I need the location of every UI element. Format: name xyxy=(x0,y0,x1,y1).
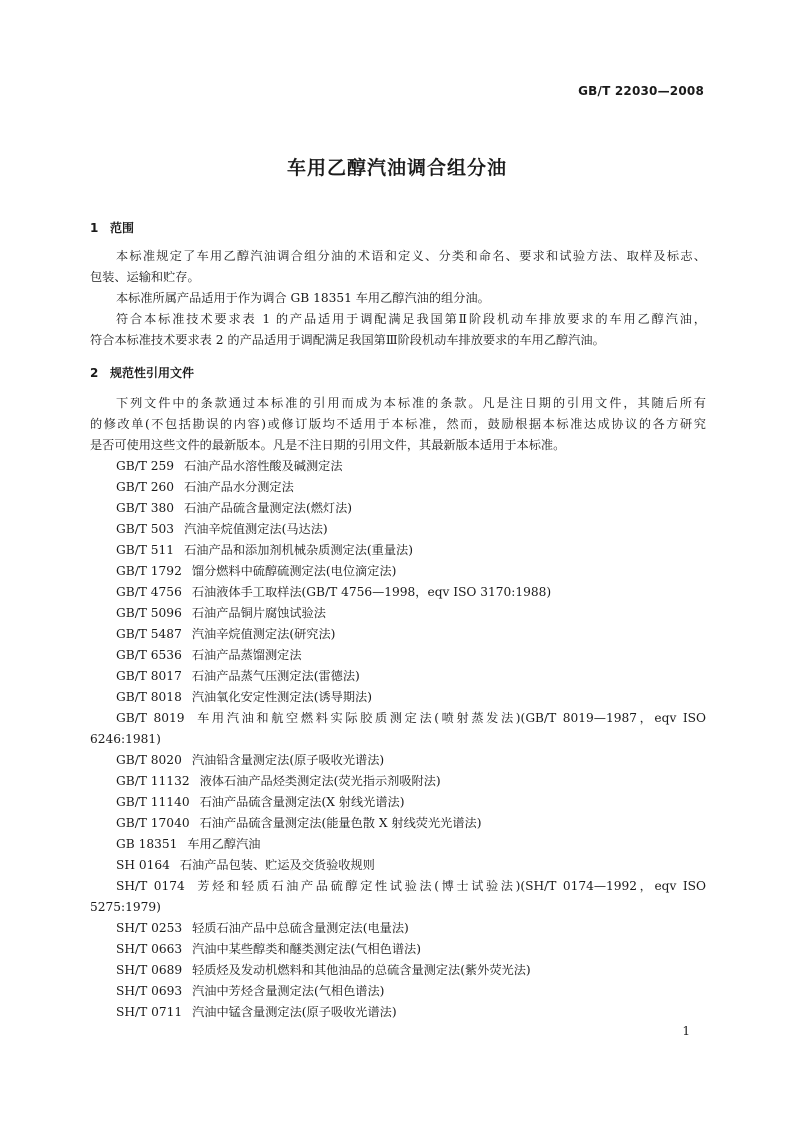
page-number: 1 xyxy=(682,1024,690,1038)
reference-code: SH/T 0689 xyxy=(116,963,183,977)
reference-item xyxy=(90,918,706,939)
reference-item xyxy=(90,561,706,582)
reference-code: GB/T 260 xyxy=(116,480,175,494)
reference-code: GB/T 1792 xyxy=(116,564,182,578)
reference-title: 石油产品硫含量测定法(能量色散 X 射线荧光光谱法) xyxy=(199,816,482,830)
reference-title: 汽油辛烷值测定法(研究法) xyxy=(191,627,336,641)
reference-code: SH/T 0711 xyxy=(116,1005,183,1019)
reference-title: 车用乙醇汽油 xyxy=(187,837,261,851)
reference-title-cont: 6246:1981) xyxy=(90,732,161,746)
section-1-heading xyxy=(90,219,134,236)
paragraph-cont: 符合本标准技术要求表 2 的产品适用于调配满足我国第Ⅲ阶段机动车排放要求的车用乙醇汽油。 xyxy=(90,333,605,347)
standard-number: GB/T 22030—2008 xyxy=(578,84,704,98)
section-number: 2 xyxy=(90,366,99,380)
reference-title: 汽油辛烷值测定法(马达法) xyxy=(184,522,328,536)
reference-code: SH 0164 xyxy=(116,858,170,872)
reference-title: 汽油氧化安定性测定法(诱导期法) xyxy=(191,690,372,704)
reference-title: 石油产品和添加剂机械杂质测定法(重量法) xyxy=(184,543,413,557)
reference-code: GB/T 11132 xyxy=(116,774,190,788)
reference-title: 石油产品硫含量测定法(X 射线光谱法) xyxy=(199,795,405,809)
reference-title: 石油产品铜片腐蚀试验法 xyxy=(191,606,326,620)
reference-title: 车用汽油和航空燃料实际胶质测定法(喷射蒸发法)(GB/T 8019—1987，eqv ISO xyxy=(194,711,706,725)
reference-title: 汽油中芳烃含量测定法(气相色谱法) xyxy=(192,984,385,998)
reference-item xyxy=(90,855,706,876)
paragraph-cont: 的修改单(不包括勘误的内容)或修订版均不适用于本标准，然而，鼓励根据本标准达成协议的各方研究 xyxy=(90,417,706,431)
reference-item xyxy=(90,834,706,855)
document-title: 车用乙醇汽油调合组分油 xyxy=(286,157,507,179)
reference-code: GB/T 259 xyxy=(116,459,175,473)
reference-title: 石油产品水溶性酸及碱测定法 xyxy=(184,459,343,473)
reference-item xyxy=(90,603,706,624)
paragraph: 本标准所属产品适用于作为调合 GB 18351 车用乙醇汽油的组分油。 xyxy=(116,291,490,305)
section-2-heading xyxy=(90,364,194,381)
reference-code: GB/T 4756 xyxy=(116,585,182,599)
reference-item xyxy=(90,498,706,519)
reference-code: SH/T 0693 xyxy=(116,984,183,998)
reference-item xyxy=(90,708,706,729)
reference-item xyxy=(90,771,706,792)
section-title: 范围 xyxy=(110,221,135,235)
section-number: 1 xyxy=(90,221,99,235)
reference-code: GB/T 8018 xyxy=(116,690,182,704)
reference-item xyxy=(90,792,706,813)
reference-code: SH/T 0174 xyxy=(116,879,185,893)
reference-code: GB/T 5096 xyxy=(116,606,182,620)
reference-code: GB/T 17040 xyxy=(116,816,190,830)
reference-item xyxy=(90,876,706,897)
reference-item xyxy=(90,645,706,666)
reference-title: 液体石油产品烃类测定法(荧光指示剂吸附法) xyxy=(199,774,441,788)
reference-item xyxy=(90,477,706,498)
reference-title: 石油产品水分测定法 xyxy=(184,480,294,494)
reference-code: GB/T 11140 xyxy=(116,795,190,809)
paragraph: 本标准规定了车用乙醇汽油调合组分油的术语和定义、分类和命名、要求和试验方法、取样及标志、 xyxy=(116,249,706,263)
reference-title: 石油产品包装、贮运及交货验收规则 xyxy=(179,858,375,872)
reference-item xyxy=(90,456,706,477)
reference-code: SH/T 0663 xyxy=(116,942,183,956)
reference-code: GB/T 511 xyxy=(116,543,175,557)
reference-title: 汽油中某些醇类和醚类测定法(气相色谱法) xyxy=(192,942,421,956)
reference-item xyxy=(90,1002,706,1023)
section-title: 规范性引用文件 xyxy=(110,366,195,380)
reference-code: GB/T 380 xyxy=(116,501,175,515)
reference-item xyxy=(90,519,706,540)
reference-code: GB/T 8017 xyxy=(116,669,182,683)
reference-item xyxy=(90,687,706,708)
reference-item xyxy=(90,981,706,1002)
reference-code: GB/T 8020 xyxy=(116,753,182,767)
reference-code: GB/T 503 xyxy=(116,522,175,536)
reference-title: 石油液体手工取样法(GB/T 4756—1998，eqv ISO 3170:1988) xyxy=(191,585,552,599)
paragraph: 符合本标准技术要求表 1 的产品适用于调配满足我国第Ⅱ阶段机动车排放要求的车用乙醇汽油， xyxy=(116,312,706,326)
reference-title: 汽油中锰含量测定法(原子吸收光谱法) xyxy=(192,1005,397,1019)
reference-title-cont: 5275:1979) xyxy=(90,900,161,914)
reference-title: 轻质石油产品中总硫含量测定法(电量法) xyxy=(192,921,409,935)
paragraph-cont: 包装、运输和贮存。 xyxy=(90,270,200,284)
reference-code: SH/T 0253 xyxy=(116,921,183,935)
reference-item xyxy=(90,813,706,834)
reference-title: 馏分燃料中硫醇硫测定法(电位滴定法) xyxy=(191,564,397,578)
reference-title: 轻质烃及发动机燃料和其他油品的总硫含量测定法(紫外荧光法) xyxy=(192,963,531,977)
reference-item xyxy=(90,540,706,561)
reference-code: GB/T 5487 xyxy=(116,627,182,641)
reference-title: 芳烃和轻质石油产品硫醇定性试验法(博士试验法)(SH/T 0174—1992，eqv ISO xyxy=(194,879,707,893)
paragraph: 下列文件中的条款通过本标准的引用而成为本标准的条款。凡是注日期的引用文件，其随后所有 xyxy=(116,396,706,410)
paragraph-cont: 是否可使用这些文件的最新版本。凡是不注日期的引用文件，其最新版本适用于本标准。 xyxy=(90,438,566,452)
reference-item xyxy=(90,666,706,687)
reference-item xyxy=(90,750,706,771)
reference-title: 石油产品蒸气压测定法(雷德法) xyxy=(191,669,360,683)
reference-title: 石油产品硫含量测定法(燃灯法) xyxy=(184,501,353,515)
reference-title: 石油产品蒸馏测定法 xyxy=(191,648,302,662)
reference-item xyxy=(90,960,706,981)
reference-title: 汽油铅含量测定法(原子吸收光谱法) xyxy=(191,753,385,767)
reference-code: GB 18351 xyxy=(116,837,178,851)
reference-item xyxy=(90,582,706,603)
reference-item xyxy=(90,939,706,960)
reference-code: GB/T 8019 xyxy=(116,711,185,725)
reference-item xyxy=(90,624,706,645)
reference-code: GB/T 6536 xyxy=(116,648,182,662)
